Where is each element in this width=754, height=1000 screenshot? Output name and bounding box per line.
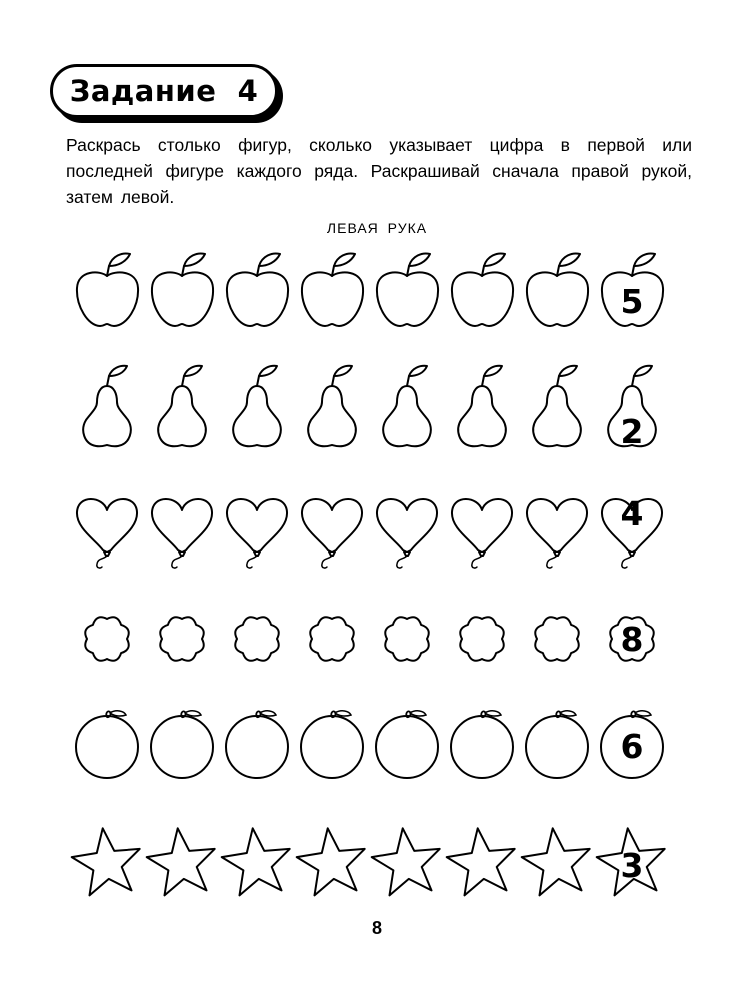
apple-icon	[520, 240, 595, 340]
heart-balloon-icon	[295, 470, 370, 570]
heart-balloon-icon	[370, 470, 445, 570]
heart-balloon-icon	[595, 470, 670, 570]
count-number: 5	[620, 282, 644, 321]
orange-icon	[370, 685, 445, 785]
task-title-box	[50, 64, 278, 118]
flower-icon	[595, 578, 670, 678]
pear-icon	[445, 350, 520, 450]
apple-icon	[220, 240, 295, 340]
count-number: 3	[620, 846, 644, 885]
apple-icon	[445, 240, 520, 340]
flower-icon	[445, 578, 520, 678]
heart-balloon-icon	[220, 470, 295, 570]
flower-icon	[70, 578, 145, 678]
shape-row	[70, 350, 670, 450]
task-instructions: Раскрась столько фигур, сколько указывает цифра в первой или последней фигуре каждого ряда. Раскрашивай сначала правой рукой, затем левой.	[66, 135, 692, 207]
heart-balloon-icon	[520, 470, 595, 570]
heart-balloon-icon	[70, 470, 145, 570]
orange-icon	[445, 685, 520, 785]
orange-icon	[595, 685, 670, 785]
apple-icon	[295, 240, 370, 340]
star-icon	[520, 800, 595, 900]
count-number: 6	[620, 727, 644, 766]
shape-row	[70, 470, 670, 570]
count-number: 2	[620, 412, 644, 451]
orange-icon	[220, 685, 295, 785]
orange-icon	[295, 685, 370, 785]
pear-icon	[295, 350, 370, 450]
flower-icon	[145, 578, 220, 678]
flower-icon	[370, 578, 445, 678]
star-icon	[220, 800, 295, 900]
shape-row	[70, 240, 670, 340]
count-number: 8	[620, 620, 644, 659]
star-icon	[445, 800, 520, 900]
heart-balloon-icon	[445, 470, 520, 570]
page-number: 8	[371, 918, 382, 938]
count-number: 4	[620, 494, 644, 533]
shape-row	[70, 685, 670, 785]
star-icon	[595, 800, 670, 900]
apple-icon	[70, 240, 145, 340]
task-title: Задание 4	[69, 74, 259, 108]
pear-icon	[220, 350, 295, 450]
apple-icon	[370, 240, 445, 340]
star-icon	[70, 800, 145, 900]
orange-icon	[520, 685, 595, 785]
heart-balloon-icon	[145, 470, 220, 570]
pear-icon	[595, 350, 670, 450]
flower-icon	[520, 578, 595, 678]
shape-row	[70, 578, 670, 678]
hand-label: ЛЕВАЯ РУКА	[326, 220, 428, 236]
star-icon	[145, 800, 220, 900]
pear-icon	[70, 350, 145, 450]
star-icon	[295, 800, 370, 900]
pear-icon	[370, 350, 445, 450]
apple-icon	[145, 240, 220, 340]
flower-icon	[220, 578, 295, 678]
apple-icon	[595, 240, 670, 340]
orange-icon	[145, 685, 220, 785]
orange-icon	[70, 685, 145, 785]
pear-icon	[145, 350, 220, 450]
shape-row	[70, 800, 670, 900]
pear-icon	[520, 350, 595, 450]
star-icon	[370, 800, 445, 900]
flower-icon	[295, 578, 370, 678]
